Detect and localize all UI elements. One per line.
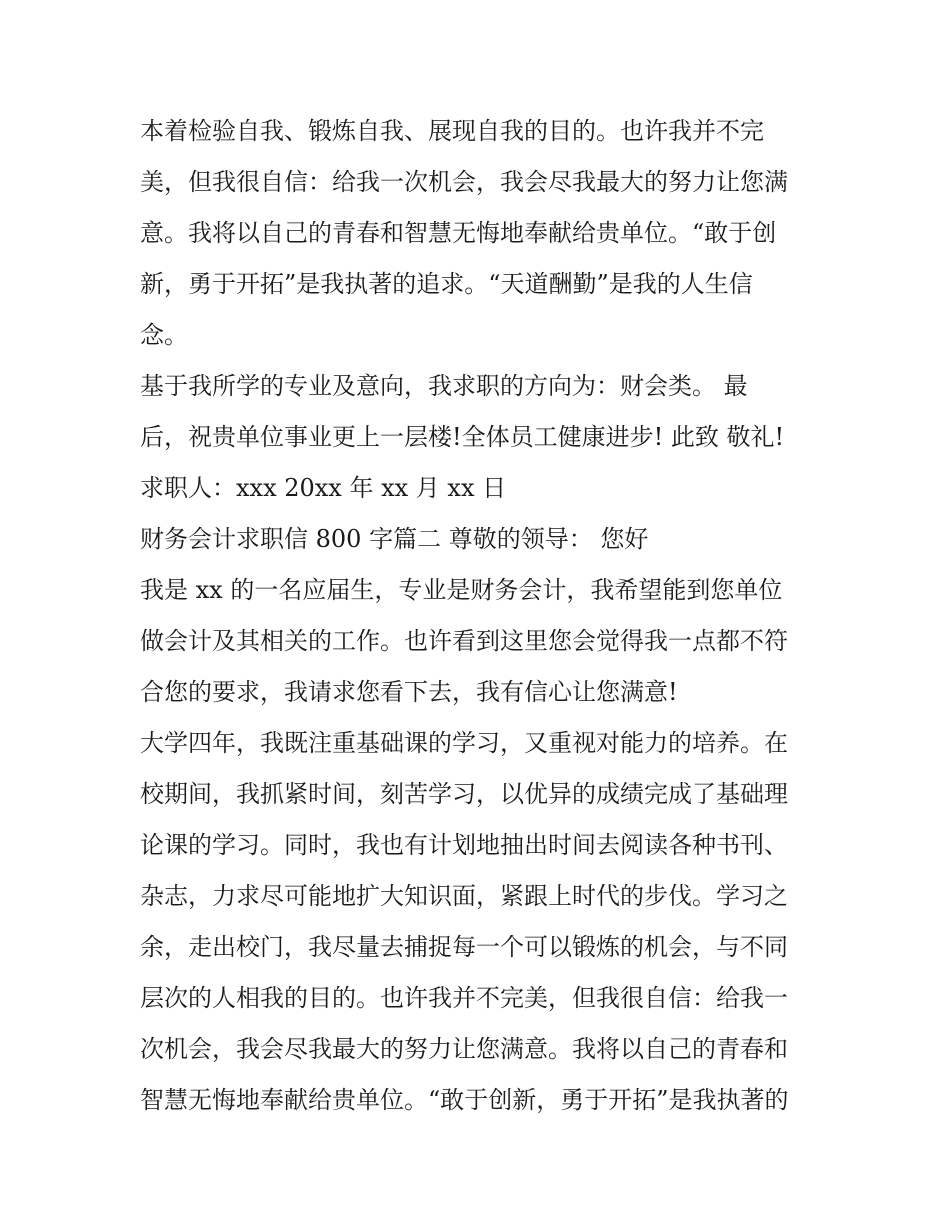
text-line-16: 杂志，力求尽可能地扩大知识面，紧跟上时代的步伐。学习之 (140, 882, 788, 910)
text-line-17: 余，走出校门，我尽量去捕捉每一个可以锻炼的机会，与不同 (140, 933, 788, 961)
text-line-7: 后，祝贵单位事业更上一层楼!全体员工健康进步! 此致 敬礼! (140, 423, 785, 451)
text-line-3: 意。我将以自己的青春和智慧无悔地奉献给贵单位。“敢于创 (140, 219, 777, 247)
text-line-12: 合您的要求，我请求您看下去，我有信心让您满意! (140, 678, 678, 706)
text-line-11: 做会计及其相关的工作。也许看到这里您会觉得我一点都不符 (140, 627, 788, 655)
text-line-5: 念。 (140, 321, 188, 349)
text-line-8: 求职人：xxx 20xx 年 xx 月 xx 日 (140, 474, 507, 502)
text-line-9: 财务会计求职信 800 字篇二 尊敬的领导： 您好 (140, 525, 649, 553)
text-line-10: 我是 xx 的一名应届生，专业是财务会计，我希望能到您单位 (140, 576, 783, 604)
text-line-2: 美，但我很自信：给我一次机会，我会尽我最大的努力让您满 (140, 168, 788, 196)
text-line-1: 本着检验自我、锻炼自我、展现自我的目的。也许我并不完 (140, 117, 764, 145)
text-line-6: 基于我所学的专业及意向，我求职的方向为：财会类。 最 (140, 372, 748, 400)
text-line-18: 层次的人相我的目的。也许我并不完美，但我很自信：给我一 (140, 984, 788, 1012)
text-line-20: 智慧无悔地奉献给贵单位。“敢于创新，勇于开拓”是我执著的 (140, 1086, 789, 1114)
text-line-19: 次机会，我会尽我最大的努力让您满意。我将以自己的青春和 (140, 1035, 788, 1063)
text-line-15: 论课的学习。同时，我也有计划地抽出时间去阅读各种书刊、 (140, 831, 788, 859)
document-body (140, 106, 830, 1126)
text-line-14: 校期间，我抓紧时间，刻苦学习，以优异的成绩完成了基础理 (140, 780, 788, 808)
text-line-4: 新，勇于开拓”是我执著的追求。“天道酬勤”是我的人生信 (140, 270, 753, 298)
text-line-13: 大学四年，我既注重基础课的学习，又重视对能力的培养。在 (140, 729, 788, 757)
